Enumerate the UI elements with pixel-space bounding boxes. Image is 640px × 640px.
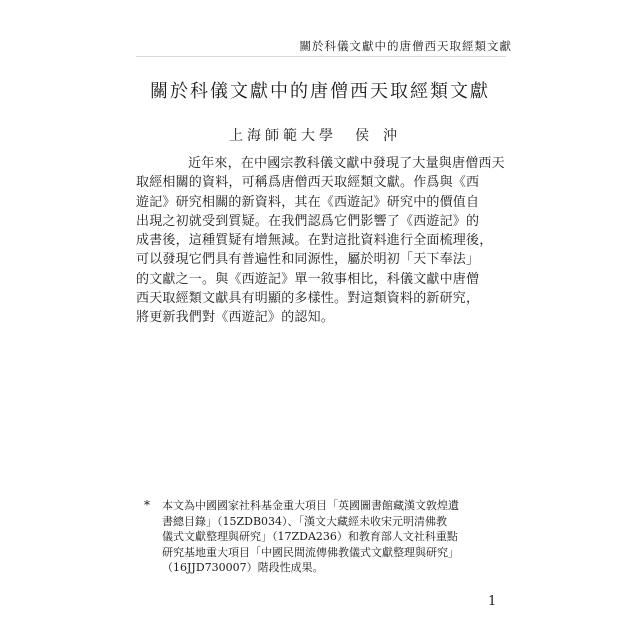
author-line bbox=[0, 125, 640, 145]
abstract-line: 將更新我們對《西遊記》的認知。 bbox=[136, 310, 335, 326]
abstract-line: 可以發現它們具有普遍性和同源性，屬於明初「天下奉法」 bbox=[136, 252, 480, 268]
header-rule bbox=[136, 56, 506, 57]
abstract-line: 成書後，這種質疑有增無減。在對這批資料進行全面梳理後， bbox=[136, 233, 493, 249]
abstract-line: 的文獻之一。與《西遊記》單一敘事相比，科儀文獻中唐僧 bbox=[136, 271, 480, 287]
footnote-mark: * bbox=[144, 498, 150, 512]
abstract-line: 遊記》研究相關的新資料，其在《西遊記》研究中的價值自 bbox=[136, 194, 480, 210]
footnote-line: （16JJD730007）階段性成果。 bbox=[162, 561, 324, 574]
footnote-line: 研究基地重大項目「中國民間流傳佛教儀式文獻整理與研究」 bbox=[162, 545, 459, 559]
footnote-line: 儀式文獻整理與研究」（17ZDA236）和教育部人文社科重點 bbox=[162, 530, 458, 543]
footnote-line: 本文為中國國家社科基金重大項目「英國圖書館藏漢文敦煌遺 bbox=[162, 499, 459, 512]
abstract-line: 西天取經類文獻具有明顯的多樣性。對這類資料的新研究， bbox=[136, 291, 480, 307]
footnote bbox=[144, 498, 507, 576]
footnote-line: 書總目錄」（15ZDB034）、「漢文大藏經未收宋元明清佛教 bbox=[162, 514, 448, 528]
author-name: 侯沖 bbox=[355, 128, 411, 144]
page-number: 1 bbox=[488, 594, 497, 609]
article-title: 關於科儀文獻中的唐僧西天取經類文獻 bbox=[150, 81, 490, 102]
running-header: 關於科儀文獻中的唐僧西天取經類文獻 bbox=[299, 39, 512, 53]
abstract-line: 取經相關的資料，可稱爲唐僧西天取經類文獻。作爲與《西 bbox=[136, 175, 480, 191]
abstract-line: 出現之初就受到質疑。在我們認爲它們影響了《西遊記》的 bbox=[136, 213, 480, 229]
abstract-line: 近年來，在中國宗教科儀文獻中發現了大量與唐僧西天 bbox=[188, 156, 505, 171]
abstract bbox=[136, 154, 506, 328]
author-affiliation: 上海師範大學 bbox=[229, 128, 337, 144]
